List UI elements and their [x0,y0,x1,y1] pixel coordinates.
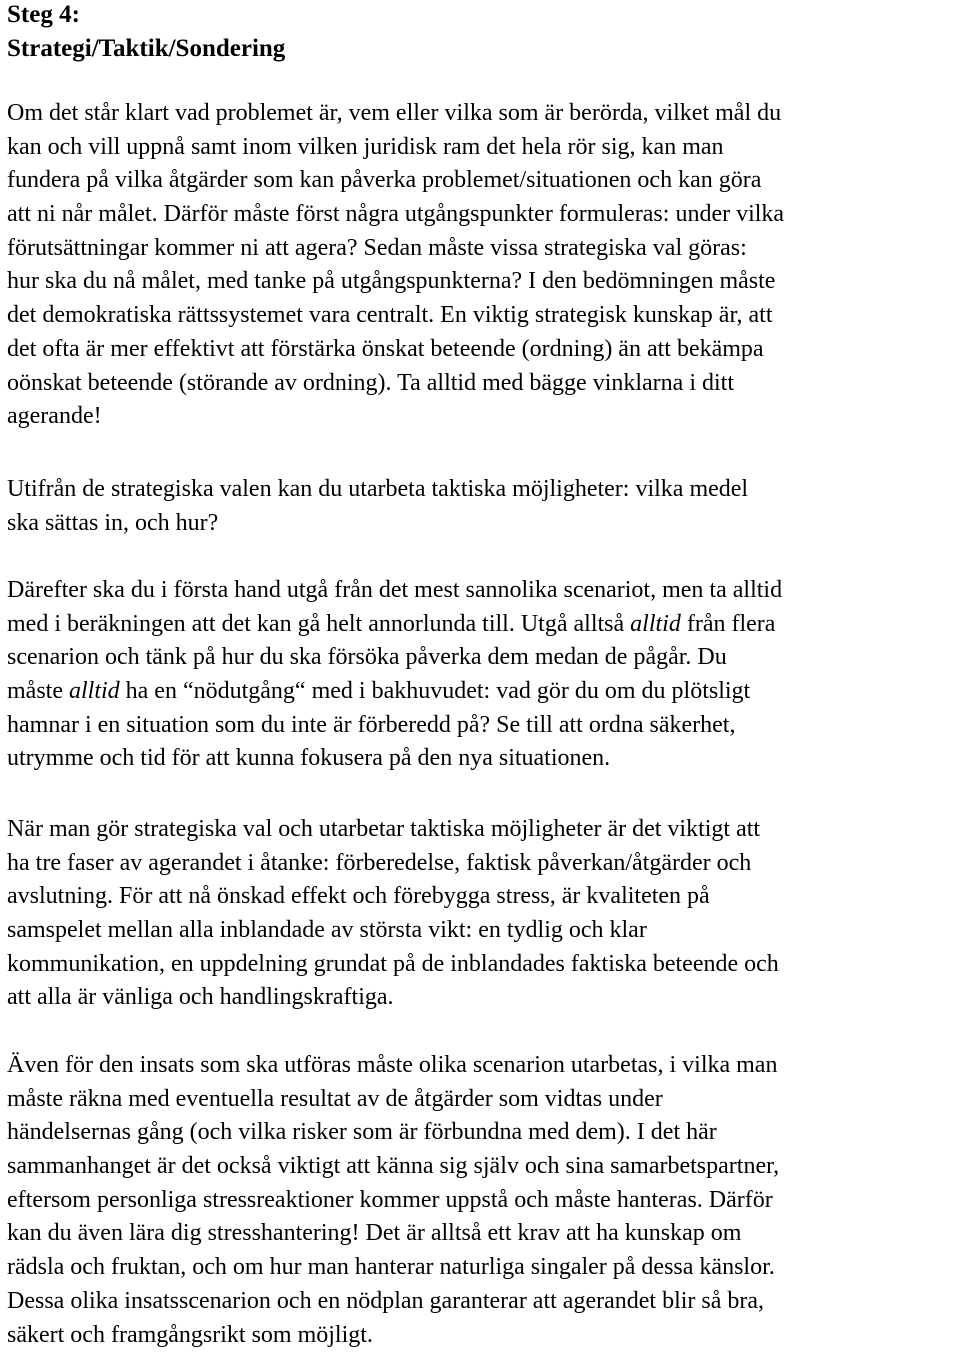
text-run: ha en “nödutgång“ med i bakhuvudet: vad gör du om du plötsligt [119,678,751,705]
paragraph-line: händelsernas gång (och vilka risker som är förbundna med dem). I det här [7,1119,717,1146]
paragraph-line: Om det står klart vad problemet är, vem eller vilka som är berörda, vilket mål du [7,100,782,126]
paragraph-line: När man gör strategiska val och utarbetar taktiska möjligheter är det viktigt att [7,816,761,842]
paragraph-line: kommunikation, en uppdelning grundat på de inblandades faktiska beteende och [7,950,779,977]
text-run: måste [7,678,69,705]
paragraph-line: hur ska du nå målet, med tanke på utgångspunkterna? I den bedömningen måste [7,268,776,295]
paragraph-line [7,675,960,709]
emphasis-text: alltid [68,678,120,705]
paragraph-line: kan du även lära dig stresshantering! Det är alltså ett krav att ha kunskap om [7,1220,742,1247]
text-run: från flera [680,610,776,637]
paragraph-line: säkert och framgångsrikt som möjligt. [7,1321,373,1348]
paragraph-tactical-options [7,473,960,540]
paragraph-line: utrymme och tid för att kunna fokusera på den nya situationen. [7,745,611,772]
paragraph-line: scenarion och tänk på hur du ska försöka påverka dem medan de pågår. Du [7,644,727,671]
paragraph-stress-management [7,1049,960,1352]
step-heading: Steg 4: [7,1,80,28]
paragraph-three-phases [7,813,960,1015]
paragraph-line: måste räkna med eventuella resultat av de åtgärder som vidtas under [7,1085,663,1112]
paragraph-line: ska sättas in, och hur? [7,509,219,536]
paragraph-line: det demokratiska rättssystemet vara centralt. En viktig strategisk kunskap är, att [7,302,773,329]
paragraph-line: Därefter ska du i första hand utgå från det mest sannolika scenariot, men ta alltid [7,577,783,603]
paragraph-problem-definition [7,97,960,434]
paragraph-scenarios [7,574,960,776]
paragraph-line: samspelet mellan alla inblandade av största vikt: en tydlig och klar [7,917,647,944]
paragraph-line: att alla är vänliga och handlingskraftiga. [7,984,394,1011]
paragraph-line: Även för den insats som ska utföras måste olika scenarion utarbetas, i vilka man [7,1052,778,1078]
paragraph-line: agerande! [7,403,102,430]
paragraph-line: sammanhanget är det också viktigt att känna sig själv och sina samarbetspartner, [7,1153,780,1180]
emphasis-text: alltid [630,610,681,637]
paragraph-line: oönskat beteende (störande av ordning). Ta alltid med bägge vinklarna i ditt [7,369,734,396]
paragraph-line: rädsla och fruktan, och om hur man hanterar naturliga singaler på dessa känslor. [7,1254,775,1281]
paragraph-line [7,608,960,642]
paragraph-line: Dessa olika insatsscenarion och en nödplan garanterar att agerandet blir så bra, [7,1287,765,1314]
paragraph-line: ha tre faser av agerandet i åtanke: förberedelse, faktisk påverkan/åtgärder och [7,849,752,876]
paragraph-line: fundera på vilka åtgärder som kan påverka problemet/situationen och kan göra [7,167,762,194]
paragraph-line: förutsättningar kommer ni att agera? Sedan måste vissa strategiska val göras: [7,234,747,261]
paragraph-line: avslutning. För att nå önskad effekt och förebygga stress, är kvaliteten på [7,883,710,910]
section-title: Strategi/Taktik/Sondering [7,35,286,62]
paragraph-line: hamnar i en situation som du inte är förberedd på? Se till att ordna säkerhet, [7,711,736,738]
text-run: med i beräkningen att det kan gå helt annorlunda till. Utgå alltså [7,610,631,637]
paragraph-line: eftersom personliga stressreaktioner kommer uppstå och måste hanteras. Därför [7,1186,773,1213]
paragraph-line: att ni når målet. Därför måste först några utgångspunkter formuleras: under vilka [7,201,785,228]
paragraph-line: Utifrån de strategiska valen kan du utarbeta taktiska möjligheter: vilka medel [7,476,749,502]
paragraph-line: det ofta är mer effektivt att förstärka önskat beteende (ordning) än att bekämpa [7,335,764,362]
paragraph-line: kan och vill uppnå samt inom vilken juridisk ram det hela rör sig, kan man [7,133,724,160]
